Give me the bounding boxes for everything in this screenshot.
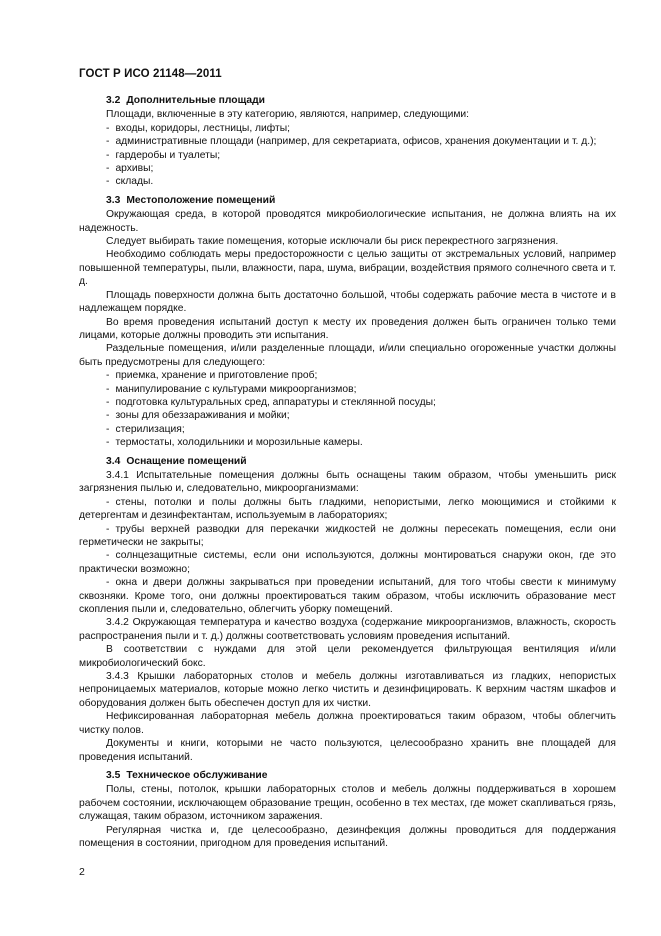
paragraph: Нефиксированная лабораторная мебель должна проектироваться таким образом, чтобы облегчить чистку полов. (79, 711, 616, 736)
list-item: - стерилизация; (106, 423, 185, 435)
list-item: - стены, потолки и полы должны быть гладкими, непористыми, легко моющимися и стойкими к детергентам и дезинфектантам, используемым в лабораториях; (79, 496, 616, 522)
paragraph: Во время проведения испытаний доступ к месту их проведения должен быть ограничен только теми лицами, которые должны проводить эти испытания. (79, 316, 616, 341)
list-item: - подготовка культуральных сред, аппаратуры и стеклянной посуды; (106, 396, 436, 408)
list-item: - административные площади (например, для секретариата, офисов, хранения документации и т. д.); (106, 136, 597, 148)
list-item: - гардеробы и туалеты; (106, 149, 221, 161)
section-number: 3.2 (106, 95, 121, 106)
list-item: - термостаты, холодильники и морозильные камеры. (106, 437, 363, 449)
list-item: - манипулирование с культурами микроорганизмов; (106, 383, 357, 395)
section-3-3-heading (106, 194, 616, 207)
paragraph: 3.4.1 Испытательные помещения должны быть оснащены таким образом, чтобы уменьшить риск загрязнения пылью и, следовательно, микроорганизмами: (79, 469, 616, 495)
paragraph: Необходимо соблюдать меры предосторожности с целью защиты от экстремальных условий, например повышенной температуры, пыли, влажности, пара, шума, вибрации, воздействия прямого солнечного света и т. д. (79, 249, 616, 288)
page-number: 2 (79, 866, 85, 878)
document-header: ГОСТ Р ИСО 21148—2011 (79, 68, 222, 80)
paragraph: Документы и книги, которыми не часто пользуются, целесообразно хранить вне площадей для проведения испытаний. (79, 738, 616, 763)
paragraph: 3.4.2 Окружающая температура и качество воздуха (содержание микроорганизмов, влажность, скорость распространения пыли и т. д.) должны соответствовать условиям проведения испытаний. (79, 617, 616, 642)
section-title: Дополнительные площади (126, 95, 265, 106)
section-title: Техническое обслуживание (126, 769, 268, 781)
section-title: Местоположение помещений (126, 194, 276, 206)
list-item: - архивы; (106, 163, 154, 175)
list-item: - зоны для обеззараживания и мойки; (106, 410, 290, 422)
paragraph: Окружающая среда, в которой проводятся микробиологические испытания, не должна влиять на их надежность. (79, 209, 616, 234)
section-number: 3.3 (106, 194, 121, 206)
list-item: - трубы верхней разводки для перекачки жидкостей не должны пересекать помещения, если они герметически не закрыты; (79, 523, 616, 548)
paragraph: Площади, включенные в эту категорию, являются, например, следующими: (106, 109, 470, 121)
paragraph: Следует выбирать такие помещения, которые исключали бы риск перекрестного загрязнения. (106, 236, 559, 248)
list-item: - входы, коридоры, лестницы, лифты; (106, 122, 291, 134)
section-number: 3.5 (106, 769, 121, 781)
list-item: - солнцезащитные системы, если они используются, должны монтироваться снаружи окон, где это практически возможно; (79, 550, 616, 575)
list-item: - приемка, хранение и приготовление проб; (106, 370, 318, 382)
paragraph: Раздельные помещения, и/или разделенные площади, и/или специально огороженные участки должны быть предусмотрены для следующего: (79, 343, 616, 368)
paragraph: Регулярная чистка и, где целесообразно, дезинфекция должны проводиться для поддержания помещения в состоянии, пригодном для проведения испытаний. (79, 824, 616, 849)
section-3-4-heading (106, 455, 616, 468)
paragraph: Полы, стены, потолок, крышки лабораторных столов и мебель должны поддерживаться в хорошем рабочем состоянии, исключающем образование трещин, особенно в тех местах, где может скапливаться грязь, служащая, таким образом, источником заражения. (79, 784, 616, 823)
list-item: - склады. (106, 176, 154, 188)
paragraph: В соответствии с нуждами для этой цели рекомендуется фильтрующая вентиляция и/или микробиологический бокс. (79, 644, 616, 669)
document-body (79, 92, 616, 850)
section-3-2-heading (106, 94, 616, 107)
paragraph: 3.4.3 Крышки лабораторных столов и мебель должны изготавливаться из гладких, непористых непроницаемых материалов, которые можно легко чистить и дезинфицировать. К верхним частям шкафов и оборудования должен быть обеспечен доступ для их чистки. (79, 671, 616, 709)
section-number: 3.4 (106, 455, 121, 467)
list-item: - окна и двери должны закрываться при проведении испытаний, для того чтобы свести к минимуму сквозняки. Кроме того, они должны проектироваться таким образом, чтобы исключить образование мест скопления пыли и, следовательно, облегчить уборку помещений. (79, 577, 616, 616)
section-3-5-heading (106, 769, 616, 782)
section-title: Оснащение помещений (126, 455, 247, 467)
paragraph: Площадь поверхности должна быть достаточно большой, чтобы содержать рабочие места в чистоте и в надлежащем порядке. (79, 289, 616, 315)
